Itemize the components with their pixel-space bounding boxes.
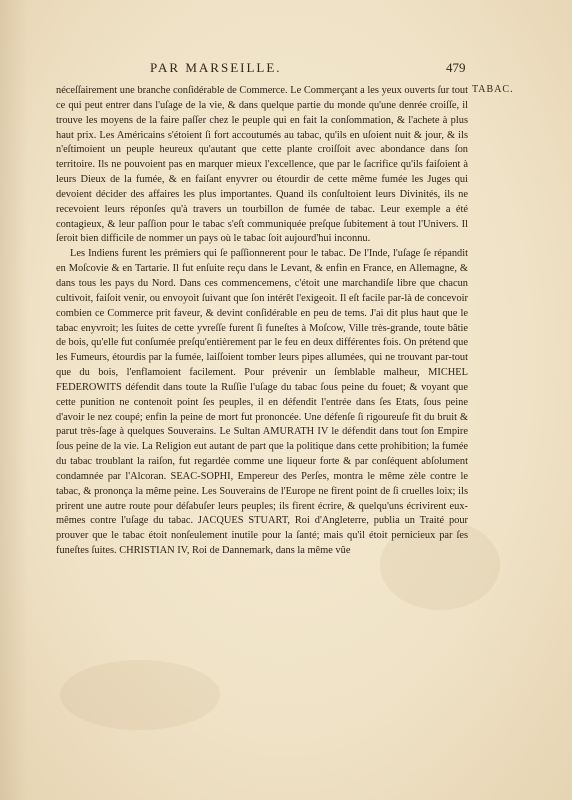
paragraph: Les Indiens furent les prémiers qui ſe paſſionnerent pour le tabac. De l'Inde, l'uſage ſe répandit en Moſcovie & en Tartarie. Il fut enſuite reçu dans le Levant, & enfin en France, en Allemagne, & dans tous les pays du Nord. Dans ces commencemens, c'étoit une marchandiſe libre que chacun cultivoit, faiſoit venir, ou envoyoit ſuivant que ſon intérêt l'exigeoit. Il eſt facile par-là de concevoir combien ce Commerce prit faveur, & devint conſidérable en peu de tems. J'ai dit plus haut que le tabac enyvroit; les ſuites de cette yvreſſe furent ſi funeſtes à Moſcow, Ville très-grande, toute bâtie de bois, qu'elle fut conſumée preſqu'entièrement par le feu en deux différentes fois. On prétend que les Fumeurs, étourdis par la fumée, laiſſoient tomber leurs pipes allumées, qui ne trouvant par-tout que du bois, l'enflamoient facilement. Pour prévenir un ſemblable malheur, MICHEL FEDEROWITS défendit dans toute la Ruſſie l'uſage du tabac ſous peine du fouet; & voyant que cette punition ne contenoit point ſes peuples, il en défendit l'entrée dans ſes Etats, ſous peine d'avoir le nez coupé; enfin la peine de mort fut prononcée. Une défenſe ſi rigoureuſe fit du bruit & parut très-ſage à quelques Souverains. Le Sultan AMURATH IV le défendit dans tout ſon Empire ſous peine de la vie. La Religion eut autant de part que la politique dans cette prohibition; la fumée du tabac troublant la raiſon, fut regardée comme une liqueur forte & par conſéquent abſolument condamnée par l'Alcoran. SEAC-SOPHI, Empereur des Perſes, montra le même zèle contre le tabac, & prononça la même peine. Les Souverains de l'Europe ne firent point de ſi cruelles loix; ils prirent une autre route pour déſabuſer leurs peuples; ils firent écrire, & quelqu'uns écrivirent eux-mêmes contre l'uſage du tabac. JACQUES STUART, Roi d'Angleterre, publia un Traité pour prouver que le tabac étoit nonſeulement inutile pour la ſanté; mais qu'il étoit pernicieux par ſes funeſtes ſuites. CHRISTIAN IV, Roi de Dannemark, dans la même vûe (56, 248, 468, 557)
running-head: PAR MARSEILLE. (150, 60, 282, 75)
page-header (0, 60, 572, 80)
page-number: 479 (446, 60, 466, 75)
margin-note: TABAC. (472, 84, 514, 95)
body-text (56, 84, 468, 559)
paragraph: néceſſairement une branche conſidérable de Commerce. Le Commerçant a les yeux ouverts ſur tout ce qui peut entrer dans l'uſage de la vie, & dans quelque partie du monde qu'une denrée croiſſe, il trouve les moyens de la faire paſſer chez le peuple qui en fait la conſommation, & l'achete à plus haut prix. Les Américains s'étoient ſi fort accoutumés au tabac, qu'ils en uſoient nuit & jour, & ils n'eſtimoient un peuple heureux qu'autant que cette plante croiſſoit avec abondance dans ſon territoire. Ils ne pouvoient pas en marquer mieux l'excellence, que par le ſacrifice qu'ils faiſoient à leurs Dieux de la fumée, & en faiſant enyvrer ou étourdir de cette même fumée les Juges qui devoient décider des affaires les plus importantes. Quand ils conſultoient leurs Divinités, ils ne recevoient leurs réponſes qu'à travers un tourbillon de fumée de tabac. Leur exemple a été contagieux, & leur paſſion pour le tabac s'eſt communiquée preſque ſubitement à tout l'Univers. Il ſeroit bien difficile de nommer un pays où le tabac ſoit aujourd'hui inconnu. (56, 85, 468, 245)
paper-stain (60, 660, 220, 730)
